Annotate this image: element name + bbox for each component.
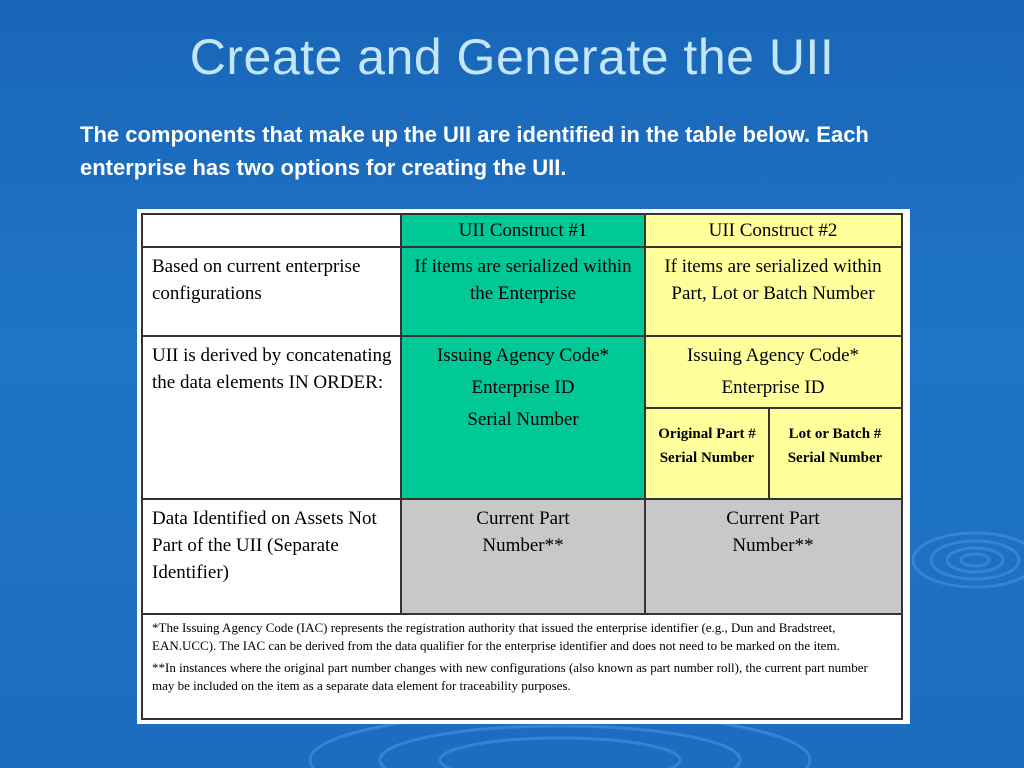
- based-construct-1: If items are serialized within the Enterprise: [401, 247, 645, 336]
- row-label-data-identified: Data Identified on Assets Not Part of the UII (Separate Identifier): [142, 499, 401, 614]
- derived-construct-1: [401, 336, 645, 499]
- grid-line: [644, 407, 903, 409]
- grid-line: [141, 213, 903, 215]
- footnote-iac: *The Issuing Agency Code (IAC) represents the registration authority that issued the enterprise identifier (e.g., Dun and Bradstreet, EAN.UCC). The IAC can be derived from the data qualifier for the enterprise identifier and does not need to be marked on the item.: [152, 620, 840, 653]
- row-label-derived: UII is derived by concatenating the data elements IN ORDER:: [142, 336, 401, 499]
- grid-line: [901, 213, 903, 720]
- derived-c1-element: Serial Number: [467, 409, 579, 430]
- derived-sub-original-part: Original Part # Serial Number: [645, 408, 769, 499]
- footnotes: [142, 614, 901, 719]
- derived-c1-element: Enterprise ID: [471, 377, 575, 398]
- page-title: Create and Generate the UII: [189, 29, 835, 85]
- identified-construct-2: Current Part Number**: [645, 499, 901, 614]
- grid-line: [141, 498, 903, 500]
- row-label-based-on: Based on current enterprise configurations: [142, 247, 401, 336]
- grid-line: [141, 213, 143, 720]
- header-construct-2: UII Construct #2: [645, 214, 901, 247]
- derived-sub-lot-batch: Lot or Batch # Serial Number: [769, 408, 901, 499]
- grid-line: [644, 213, 646, 615]
- grid-line: [141, 335, 903, 337]
- derived-c2-element: Enterprise ID: [721, 377, 825, 398]
- intro-text: The components that make up the UII are identified in the table below. Each enterprise has two options for creating the UII.: [80, 122, 869, 180]
- grid-line: [400, 213, 402, 615]
- derived-construct-2: [645, 336, 901, 408]
- based-construct-2: If items are serialized within Part, Lot or Batch Number: [645, 247, 901, 336]
- uii-construct-table: [137, 209, 910, 724]
- identified-construct-1: Current Part Number**: [401, 499, 645, 614]
- footnote-part-number: **In instances where the original part number changes with new configurations (also known as part number roll), the current part number may be included on the item as a separate data element for traceability purposes.: [152, 660, 868, 693]
- grid-line: [141, 613, 903, 615]
- header-empty-cell: [142, 214, 401, 247]
- derived-c2-element: Issuing Agency Code*: [686, 345, 860, 366]
- derived-c1-element: Issuing Agency Code*: [436, 345, 610, 366]
- grid-line: [141, 246, 903, 248]
- header-construct-1: UII Construct #1: [401, 214, 645, 247]
- grid-line: [141, 718, 903, 720]
- grid-line: [768, 407, 770, 500]
